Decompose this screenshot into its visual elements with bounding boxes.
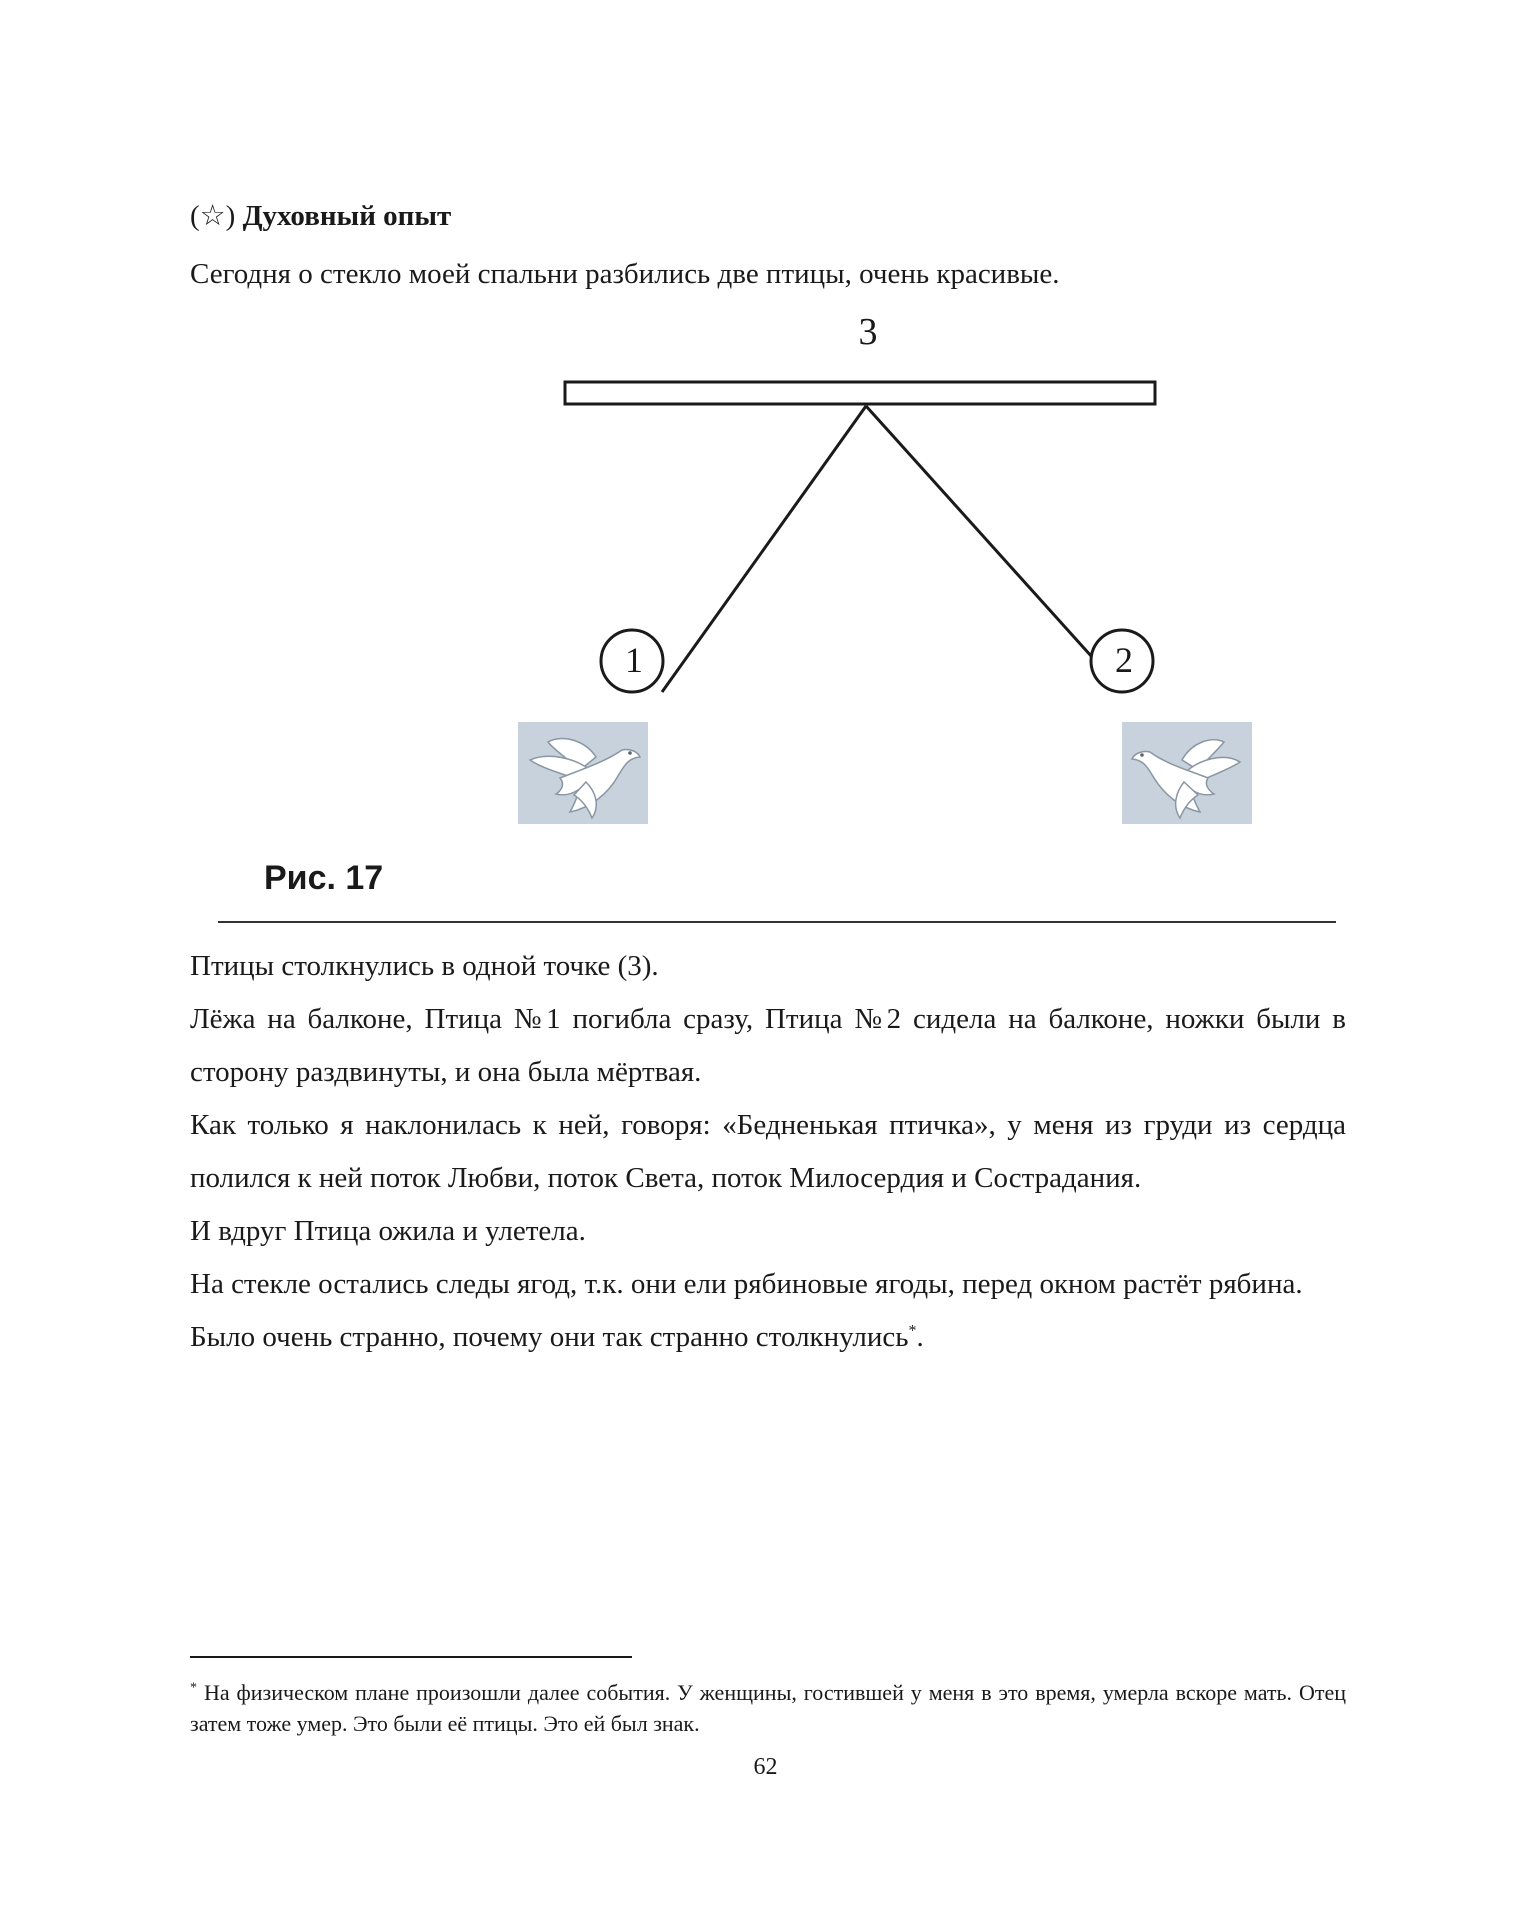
bird-2-label: 2 xyxy=(1115,640,1133,680)
page-number: 62 xyxy=(753,1754,778,1780)
intro-paragraph: Сегодня о стекло моей спальни разбились две птицы, очень красивые. xyxy=(190,258,1060,290)
trajectory-line-2 xyxy=(866,406,1092,657)
paragraph: Как только я наклонилась к ней, говоря: «Бедненькая птичка», у меня из груди из сердца полился к ней поток Любви, поток Света, поток Милосердия и Сострадания. xyxy=(190,1109,1346,1194)
figure-17-diagram xyxy=(0,300,1531,840)
paragraph-text: Было очень странно, почему они так странно столкнулись xyxy=(190,1321,909,1353)
figure-caption: Рис. 17 xyxy=(264,859,384,897)
paragraph: На стекле остались следы ягод, т.к. они ели рябиновые ягоды, перед окном растёт рябина. xyxy=(190,1268,1303,1300)
body-text xyxy=(190,940,1346,1364)
footnote-separator xyxy=(190,1656,632,1658)
paragraph: Птицы столкнулись в одной точке (3). xyxy=(190,950,659,982)
collision-point-label: 3 xyxy=(858,311,878,353)
window-glass-bar xyxy=(565,382,1155,404)
section-title: Духовный опыт xyxy=(242,200,452,232)
star-marker: (☆) xyxy=(190,200,236,232)
bird-1-label: 1 xyxy=(625,640,643,680)
paragraph: Лёжа на балконе, Птица №1 погибла сразу, Птица №2 сидела на балконе, ножки были в сторону раздвинуты, и она была мёртвая. xyxy=(190,1003,1346,1088)
paragraph-last: Было очень странно, почему они так странно столкнулись*. xyxy=(190,1321,924,1353)
dove-image-2 xyxy=(1122,722,1252,824)
section-heading xyxy=(190,196,451,236)
dove-image-1 xyxy=(518,722,648,824)
trajectory-line-1 xyxy=(662,406,866,692)
footnote-reference[interactable]: * xyxy=(908,1322,917,1340)
footnote xyxy=(190,1677,1346,1739)
paragraph: И вдруг Птица ожила и улетела. xyxy=(190,1215,586,1247)
footnote-mark: * xyxy=(190,1680,197,1696)
footnote-text: На физическом плане произошли далее события. У женщины, гостившей у меня в это время, умерла вскоре мать. Отец затем тоже умер. Это были её птицы. Это ей был знак. xyxy=(190,1680,1347,1736)
figure-divider xyxy=(218,921,1336,923)
